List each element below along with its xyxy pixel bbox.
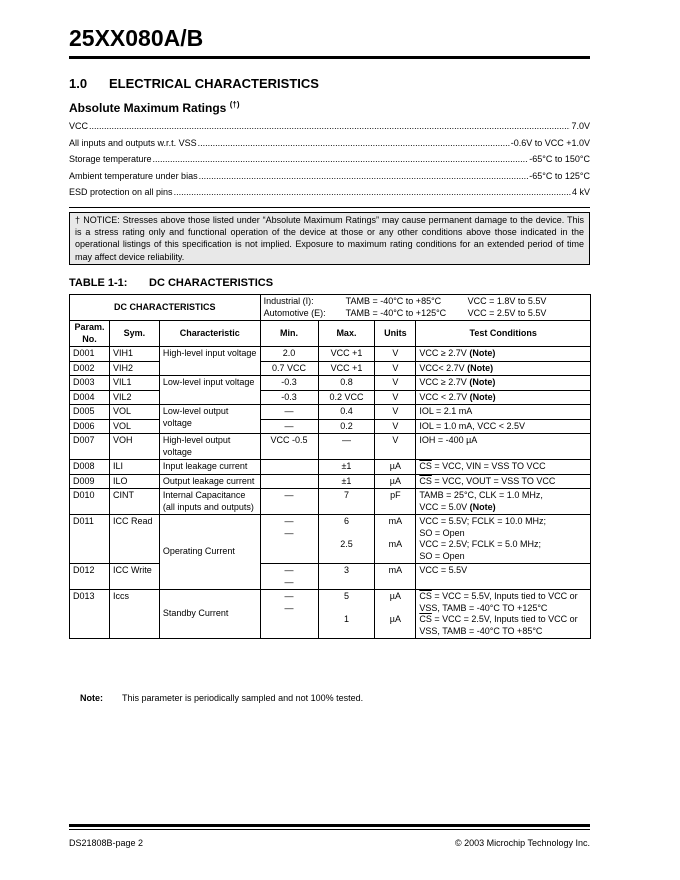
leader-dots [174,187,571,197]
char-cell: High-level input voltage [159,347,260,376]
cond-cell [416,376,591,391]
param-cell: D010 [70,489,110,515]
max-cell: 7 [318,489,375,515]
cond-text: VCC< 2.7V [419,362,465,373]
param-cell: D005 [70,405,110,420]
sym-cell: VOH [109,434,159,460]
max-cell: ±1 [318,474,375,489]
char-cell: High-level output voltage [159,434,260,460]
table-title: DC CHARACTERISTICS [149,277,274,289]
char-cell: Operating Current [159,515,260,590]
table-row [70,564,591,590]
cond-line: SO = Open [419,550,465,561]
rating-label: ESD protection on all pins [69,187,173,197]
cond-line [419,614,587,626]
footer-copyright: © 2003 Microchip Technology Inc. [454,838,590,848]
char-cell: Standby Current [159,590,260,639]
table-header-row [70,295,591,321]
table-row [70,390,591,405]
units-cell: pF [375,489,416,515]
table-row [70,590,591,639]
cond-cell [416,590,591,639]
char-cell: Input leakage current [159,460,260,475]
note-ref: (Note) [469,377,496,387]
cond-cell [416,515,591,564]
table-row [70,376,591,391]
sym-cell: ICC Read [109,515,159,564]
table-row [70,489,591,515]
footer-rule [69,824,590,827]
temperature-ranges [260,295,590,321]
abs-max-list [69,121,590,204]
section-number: 1.0 [69,76,88,91]
cond-line: TAMB = 25°C, CLK = 1.0 MHz, [419,490,543,500]
abs-max-title: Absolute Maximum Ratings [69,101,227,115]
param-cell: D002 [70,361,110,376]
footer-page-id: DS21808B-page 2 [69,838,144,848]
cond-text: = VCC = 5.5V, Inputs tied to VCC or [431,591,578,601]
section-title: ELECTRICAL CHARACTERISTICS [109,76,319,91]
note-ref: (Note) [469,391,496,402]
sym-cell: VIH1 [109,347,159,362]
units-value: µA [389,591,401,601]
leader-dots [198,138,510,148]
section-heading [69,76,319,91]
units-cell: V [375,419,416,434]
min-value: — [284,591,294,601]
cs-overline: $\overline{CS}$ [419,475,432,486]
cond-cell [416,460,591,475]
char-cell: Output leakage current [159,474,260,489]
units-cell: V [375,390,416,405]
col-min: Min. [260,321,318,347]
table-row [70,361,591,376]
cond-text: = VCC, VOUT = VSS TO VCC [431,475,556,486]
min-value: — [284,602,294,613]
param-cell: D012 [70,564,110,590]
cond-cell [416,347,591,362]
automotive-temp: TAMB = -40°C to +125°C [345,307,447,318]
max-value: 1 [343,614,349,624]
cond-text: = VCC, VIN = VSS TO VCC [431,461,546,471]
min-cell [260,564,318,590]
param-cell: D007 [70,434,110,460]
automotive-label: Automotive (E): [263,307,326,318]
max-cell: 0.8 [318,376,375,391]
sym-cell: VIH2 [109,361,159,376]
header-rule [69,56,590,59]
rating-row [69,121,590,138]
table-caption [69,277,273,289]
units-value: mA [388,539,403,549]
table-row [70,474,591,489]
rating-label: Ambient temperature under bias [69,170,198,181]
char-cell: Low-level output voltage [159,405,260,434]
cond-line [419,502,587,514]
param-cell: D004 [70,390,110,405]
rating-value: 7.0V [571,121,590,131]
sym-cell: ILI [109,460,159,475]
note-text: This parameter is periodically sampled and not 100% tested. [122,693,364,703]
notice-rule [69,207,590,208]
param-cell: D001 [70,347,110,362]
note-ref: (Note) [469,348,496,358]
automotive-vcc: VCC = 2.5V to 5.5V [467,307,547,318]
max-cell: 0.2 [318,419,375,434]
cond-text: VCC ≥ 2.7V [419,377,467,387]
sym-cell: VIL2 [109,390,159,405]
max-cell: VCC +1 [318,361,375,376]
sym-cell: CINT [109,489,159,515]
cond-line: VSS, TAMB = -40°C TO +85°C [419,625,543,636]
cond-cell: IOL = 1.0 mA, VCC < 2.5V [416,419,591,434]
cond-line [419,591,587,603]
note-label: Note: [80,693,103,703]
cond-line: VCC = 2.5V; FCLK = 5.0 MHz; [419,539,542,549]
min-cell [260,515,318,564]
leader-dots [153,154,529,164]
rating-label: All inputs and outputs w.r.t. VSS [69,137,197,148]
rating-value: -0.6V to VCC +1.0V [510,137,590,148]
col-max: Max. [318,321,375,347]
min-cell: -0.3 [260,376,318,391]
rating-row [69,171,590,188]
sym-cell: VIL1 [109,376,159,391]
rating-value: 4 kV [571,187,590,197]
min-cell: -0.3 [260,390,318,405]
note-ref: (Note) [467,362,494,373]
sym-cell: VOL [109,405,159,420]
max-cell [318,590,375,639]
param-cell: D003 [70,376,110,391]
rating-label: Storage temperature [69,154,152,164]
min-value: — [284,516,294,526]
cond-text: VCC = 5.0V [419,501,468,512]
rating-row [69,138,590,155]
min-cell: — [260,489,318,515]
note-ref: (Note) [469,501,496,512]
rating-value: -65°C to 150°C [529,154,590,164]
max-cell: — [318,434,375,460]
cond-cell [416,474,591,489]
min-value: — [284,565,294,575]
cond-line: VCC = 5.5V; FCLK = 10.0 MHz; [419,516,547,526]
cond-text: VCC ≥ 2.7V [419,348,467,358]
min-cell [260,460,318,475]
col-sym: Sym. [109,321,159,347]
max-value: 5 [343,591,349,601]
rating-row [69,154,590,171]
table-number: TABLE 1-1: [69,277,128,289]
abs-max-heading [69,100,239,115]
max-value: 2.5 [340,539,353,549]
units-value: mA [388,516,403,526]
units-cell [375,515,416,564]
units-cell: V [375,361,416,376]
industrial-label: Industrial (I): [263,296,314,306]
units-cell: V [375,405,416,420]
min-value: — [284,576,294,587]
sym-cell: ILO [109,474,159,489]
sym-cell: ICC Write [109,564,159,590]
cond-cell [416,390,591,405]
units-cell: mA [375,564,416,590]
cond-text: = VCC = 2.5V, Inputs tied to VCC or [431,614,578,624]
col-char: Characteristic [159,321,260,347]
char-cell: Low-level input voltage [159,376,260,405]
col-cond: Test Conditions [416,321,591,347]
notice-box: † NOTICE: Stresses above those listed under “Absolute Maximum Ratings” may cause permanent damage to the device. This is a stress rating only and functional operation of the device at those or any other conditions above those indicated in the operational listings of this specification is not implied. Exposure to maximum rating conditions for an extended period of time may affect device reliability. [69,212,590,265]
cond-line: VSS, TAMB = -40°C TO +125°C [419,602,548,613]
cond-line: SO = Open [419,527,465,538]
param-cell: D011 [70,515,110,564]
industrial-temp: TAMB = -40°C to +85°C [345,296,442,306]
rating-value: -65°C to 125°C [529,170,590,181]
sym-cell: Iccs [109,590,159,639]
cond-text: VCC < 2.7V [419,391,468,402]
param-cell: D013 [70,590,110,639]
min-cell: VCC -0.5 [260,434,318,460]
min-cell [260,474,318,489]
rating-row [69,187,590,204]
cond-cell: IOL = 2.1 mA [416,405,591,420]
leader-dots [89,121,570,131]
cond-cell [416,361,591,376]
cs-overline: $\overline{CS}$ [419,461,432,471]
units-cell: µA [375,460,416,475]
max-cell [318,515,375,564]
table-row [70,434,591,460]
rating-label: VCC [69,121,89,131]
table-row [70,419,591,434]
footer-rule-thin [69,829,590,830]
group-header: DC CHARACTERISTICS [70,295,261,321]
max-cell: 3 [318,564,375,590]
column-header-row [70,321,591,347]
param-cell: D006 [70,419,110,434]
units-cell: V [375,434,416,460]
cs-overline: $\overline{CS}$ [419,591,432,601]
col-param: Param. No. [70,321,110,347]
cond-cell [416,489,591,515]
table-row [70,405,591,420]
units-cell: V [375,376,416,391]
table-row [70,460,591,475]
cs-overline: $\overline{CS}$ [419,614,432,624]
max-cell: 0.4 [318,405,375,420]
table-row [70,515,591,564]
sym-cell: VOL [109,419,159,434]
min-cell [260,590,318,639]
cond-cell: VCC = 5.5V [416,564,591,590]
leader-dots [199,171,529,181]
max-cell: ±1 [318,460,375,475]
char-cell: Internal Capacitance (all inputs and outputs) [159,489,260,515]
param-cell: D008 [70,460,110,475]
page-title: 25XX080A/B [69,25,204,51]
dagger-mark: (†) [229,100,240,109]
units-value: µA [389,614,401,624]
min-cell: — [260,405,318,420]
col-units: Units [375,321,416,347]
max-value: 6 [343,516,349,526]
min-value: — [284,527,294,538]
industrial-vcc: VCC = 1.8V to 5.5V [467,296,547,306]
min-cell: 0.7 VCC [260,361,318,376]
max-cell: 0.2 VCC [318,390,375,405]
dc-characteristics-table [69,294,591,639]
min-cell: 2.0 [260,347,318,362]
min-cell: — [260,419,318,434]
table-row [70,347,591,362]
units-cell [375,590,416,639]
cond-cell: IOH = -400 µA [416,434,591,460]
max-cell: VCC +1 [318,347,375,362]
table-note [80,693,363,703]
param-cell: D009 [70,474,110,489]
units-cell: V [375,347,416,362]
units-cell: µA [375,474,416,489]
